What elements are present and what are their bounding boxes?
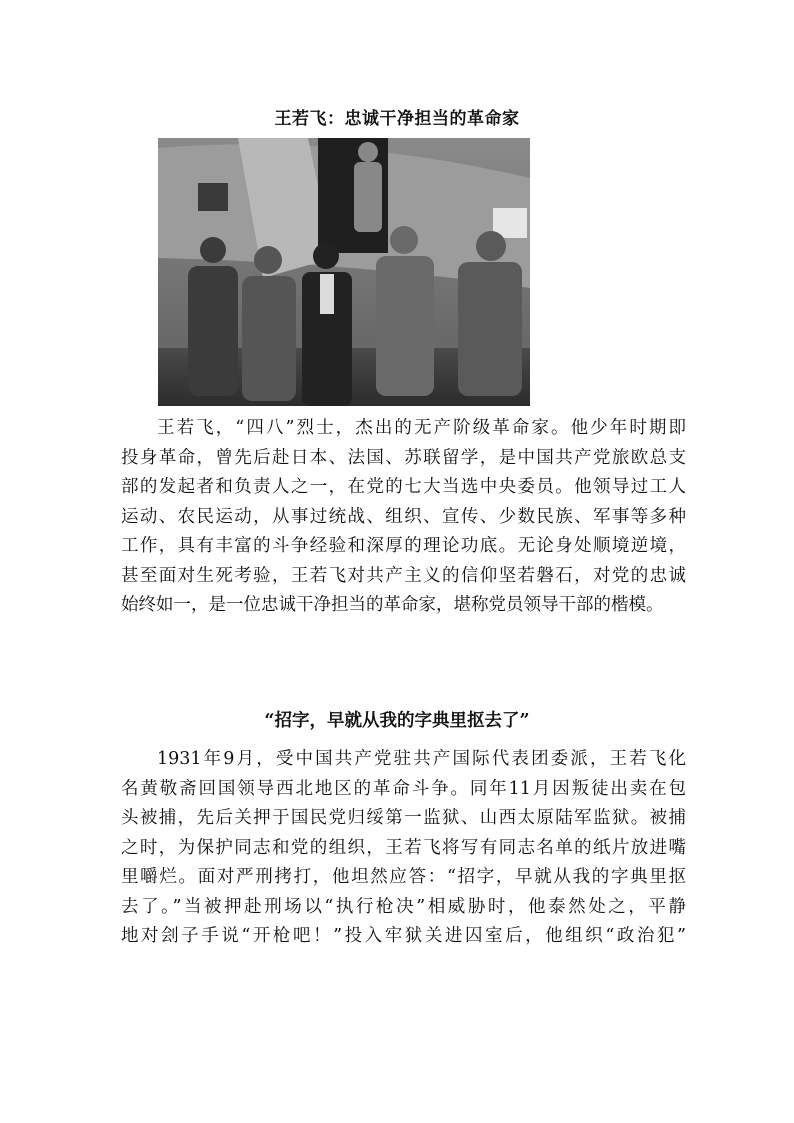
paragraph-intro xyxy=(121,414,686,621)
text-line: 地对刽子手说“开枪吧！”投入牢狱关进囚室后，他组织“政治犯” xyxy=(121,926,686,946)
text-line: 去了。”当被押赴刑场以“执行枪决”相威胁时，他泰然处之，平静 xyxy=(121,896,686,917)
text-line: 甚至面对生死考验，王若飞对共产主义的信仰坚若磐石，对党的忠诚 xyxy=(121,565,686,586)
photo-image xyxy=(158,138,530,406)
text-line: 名黄敬斋回国领导西北地区的革命斗争。同年11月因叛徒出卖在包 xyxy=(121,778,686,799)
paragraph-story xyxy=(121,745,686,952)
text-line: 始终如一，是一位忠诚干净担当的革命家，堪称党员领导干部的楷模。 xyxy=(121,595,664,615)
text-line: 之时，为保护同志和党的组织，王若飞将写有同志名单的纸片放进嘴 xyxy=(121,837,686,858)
text-line: 部的发起者和负责人之一，在党的七大当选中央委员。他领导过工人 xyxy=(121,477,686,497)
text-line: 工作，具有丰富的斗争经验和深厚的理论功底。无论身处顺境逆境， xyxy=(121,536,686,556)
text-line: 1931年9月，受中国共产党驻共产国际代表团委派，王若飞化 xyxy=(157,749,686,769)
historical-photo xyxy=(158,138,530,406)
section-subheading: “招字，早就从我的字典里抠去了” xyxy=(264,711,530,731)
text-line: 头被捕，先后关押于国民党归绥第一监狱、山西太原陆军监狱。被捕 xyxy=(121,808,686,828)
text-line: 投身革命，曾先后赴日本、法国、苏联留学，是中国共产党旅欧总支 xyxy=(121,447,686,468)
text-line: 王若飞，“四八”烈士，杰出的无产阶级革命家。他少年时期即 xyxy=(157,418,686,438)
text-line: 运动、农民运动，从事过统战、组织、宣传、少数民族、军事等多种 xyxy=(121,506,686,527)
text-line: 里嚼烂。面对严刑拷打，他坦然应答：“招字，早就从我的字典里抠 xyxy=(121,867,686,887)
article-title: 王若飞：忠诚干净担当的革命家 xyxy=(274,109,520,129)
